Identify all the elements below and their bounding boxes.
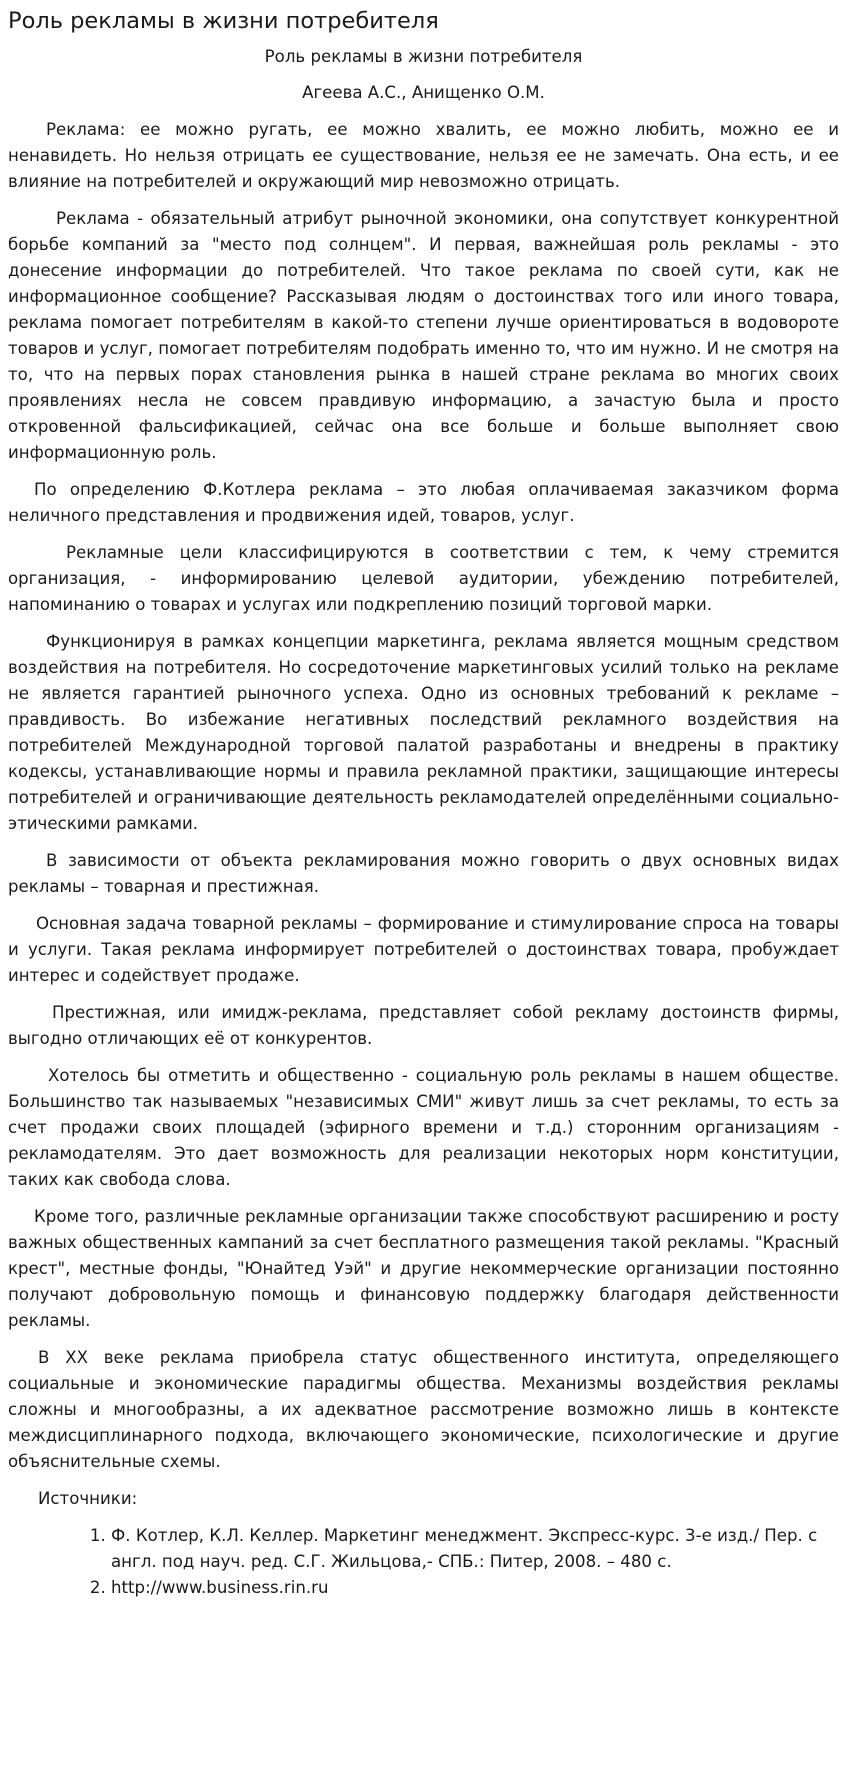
paragraph: По определению Ф.Котлера реклама – это любая оплачиваемая заказчиком форма неличного представления и продвижения идей, товаров, услуг. bbox=[8, 480, 839, 525]
source-link[interactable]: 2. http://www.business.rin.ru bbox=[111, 1575, 839, 1601]
sources-list bbox=[8, 1523, 839, 1601]
article-subtitle: Роль рекламы в жизни потребителя bbox=[264, 47, 583, 66]
paragraph: В XX веке реклама приобрела статус общественного института, определяющего социальные и экономические парадигмы общества. Механизмы воздействия рекламы сложны и многообразны, а их адекватное рассмотрение возможно лишь в контексте междисциплинарного подхода, включающего экономические, психологические и другие объяснительные схемы. bbox=[8, 1348, 839, 1471]
sources-heading: Источники: bbox=[38, 1489, 138, 1508]
article-authors: Агеева А.С., Анищенко О.М. bbox=[302, 83, 545, 102]
article-body bbox=[8, 44, 839, 1601]
paragraph: Рекламные цели классифицируются в соответствии с тем, к чему стремится организация, - информированию целевой аудитории, убеждению потребителей, напоминанию о товарах и услугах или подкреплению позиций торговой марки. bbox=[8, 543, 839, 614]
paragraph: Функционируя в рамках концепции маркетинга, реклама является мощным средством воздействия на потребителя. Но сосредоточение маркетинговых усилий только на рекламе не является гарантией рыночного успеха. Одно из основных требований к рекламе – правдивость. Во избежание негативных последствий рекламного воздействия на потребителей Международной торговой палатой разработаны и внедрены в практику кодексы, устанавливающие нормы и правила рекламной практики, защищающие интересы потребителей и ограничивающие деятельность рекламодателей определёнными социально-этическими рамками. bbox=[8, 632, 839, 833]
source-item: 1. Ф. Котлер, К.Л. Келлер. Маркетинг менеджмент. Экспресс-курс. 3-е изд./ Пер. с англ. под науч. ред. С.Г. Жильцова,- СПБ.: Питер, 2008. – 480 с. bbox=[111, 1523, 839, 1575]
paragraph: В зависимости от объекта рекламирования можно говорить о двух основных видах рекламы – товарная и престижная. bbox=[8, 851, 839, 896]
paragraph: Хотелось бы отметить и общественно - социальную роль рекламы в нашем обществе. Большинство так называемых "независимых СМИ" живут лишь за счет рекламы, то есть за счет продажи своих площадей (эфирного времени и т.д.) сторонним организациям - рекламодателям. Это дает возможность для реализации некоторых норм конституции, таких как свобода слова. bbox=[8, 1066, 839, 1189]
paragraph: Реклама: ее можно ругать, ее можно хвалить, ее можно любить, можно ее и ненавидеть. Но нельзя отрицать ее существование, нельзя ее не замечать. Она есть, и ее влияние на потребителей и окружающий мир невозможно отрицать. bbox=[8, 120, 839, 191]
paragraph: Реклама - обязательный атрибут рыночной экономики, она сопутствует конкурентной борьбе компаний за "место под солнцем". И первая, важнейшая роль рекламы - это донесение информации до потребителей. Что такое реклама по своей сути, как не информационное сообщение? Рассказывая людям о достоинствах того или иного товара, реклама помогает потребителям в какой-то степени лучше ориентироваться в водовороте товаров и услуг, помогает потребителям подобрать именно то, что им нужно. И не смотря на то, что на первых порах становления рынка в нашей стране реклама во многих своих проявлениях несла не совсем правдивую информацию, а зачастую была и просто откровенной фальсификацией, сейчас она все больше и больше выполняет свою информационную роль. bbox=[8, 209, 839, 462]
paragraph: Кроме того, различные рекламные организации также способствуют расширению и росту важных общественных кампаний за счет бесплатного размещения такой рекламы. "Красный крест", местные фонды, "Юнайтед Уэй" и другие некоммерческие организации постоянно получают добровольную помощь и финансовую поддержку благодаря действенности рекламы. bbox=[8, 1207, 839, 1330]
paragraph: Престижная, или имидж-реклама, представляет собой рекламу достоинств фирмы, выгодно отличающих её от конкурентов. bbox=[8, 1003, 839, 1048]
paragraph: Основная задача товарной рекламы – формирование и стимулирование спроса на товары и услуги. Такая реклама информирует потребителей о достоинствах товара, пробуждает интерес и содействует продаже. bbox=[8, 914, 839, 985]
page-title: Роль рекламы в жизни потребителя bbox=[8, 8, 439, 34]
